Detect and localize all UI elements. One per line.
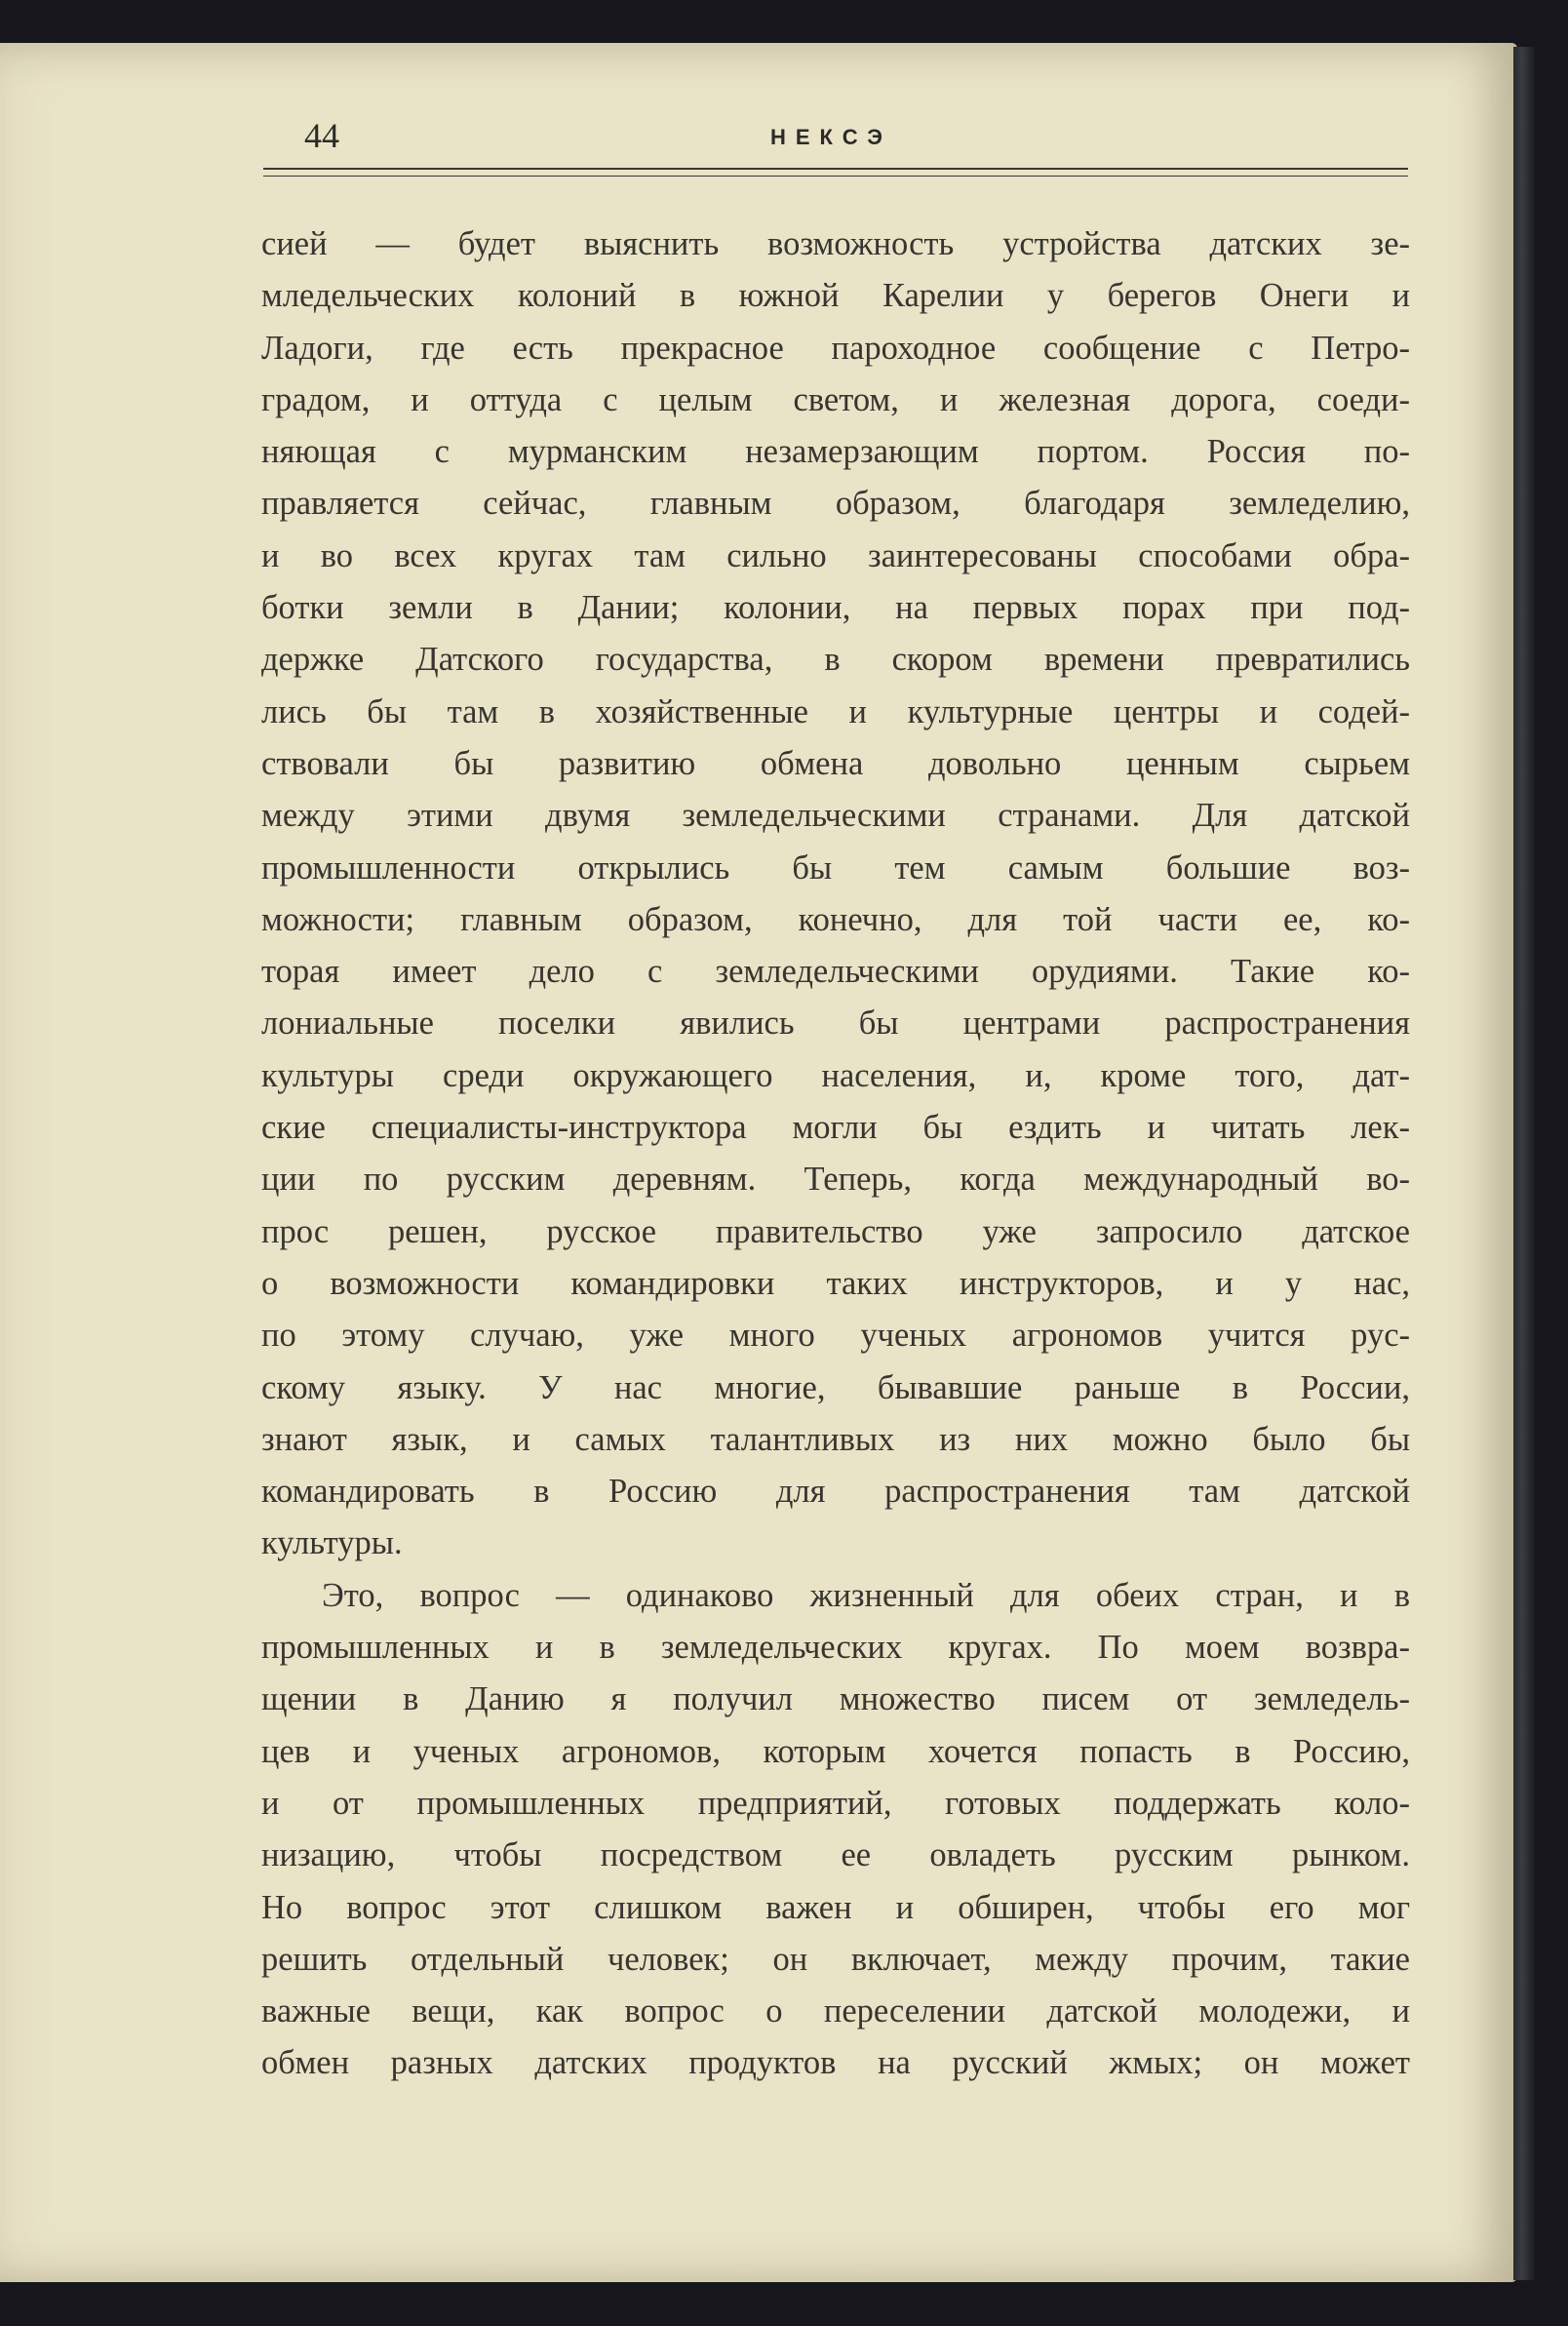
text-line: промышленности открылись бы тем самым большие воз- — [261, 848, 1410, 887]
text-line-paragraph-end: культуры. — [261, 1524, 403, 1562]
text-line: важные вещи, как вопрос о переселении датской молодежи, и — [261, 1992, 1410, 2030]
page-edge — [1513, 47, 1535, 2280]
header-rule-thin — [263, 176, 1408, 177]
text-line: лись бы там в хозяйственные и культурные центры и содей- — [261, 692, 1410, 730]
text-line: ствовали бы развитию обмена довольно ценным сырьем — [261, 744, 1410, 782]
text-line: лониальные поселки явились бы центрами распространения — [261, 1005, 1410, 1043]
text-line-paragraph-start: Это, вопрос — одинаково жизненный для обеих стран, и в — [322, 1576, 1410, 1614]
text-line: промышленных и в земледельческих кругах. По моем возвра- — [261, 1629, 1410, 1667]
text-line: скому языку. У нас многие, бывавшие раньше в России, — [261, 1368, 1410, 1406]
text-line: щении в Данию я получил множество писем от земледель- — [261, 1680, 1410, 1718]
header-rule — [263, 168, 1408, 170]
text-line: низацию, чтобы посредством ее овладеть русским рынком. — [261, 1836, 1410, 1874]
page-header — [263, 107, 1408, 166]
text-line: Ладоги, где есть прекрасное пароходное сообщение с Петро- — [261, 329, 1410, 367]
text-line: решить отдельный человек; он включает, между прочим, такие — [261, 1940, 1410, 1978]
text-line: правляется сейчас, главным образом, благодаря земледелию, — [261, 485, 1410, 523]
text-line: держке Датского государства, в скором времени превратились — [261, 641, 1410, 679]
text-line: сией — будет выяснить возможность устройства датских зе- — [261, 225, 1410, 262]
text-line: командировать в Россию для распространения там датской — [261, 1473, 1410, 1511]
text-line: прос решен, русское правительство уже запросило датское — [261, 1212, 1410, 1250]
text-line: и во всех кругах там сильно заинтересованы способами обра- — [261, 536, 1410, 574]
text-line: о возможности командировки таких инструкторов, и у нас, — [261, 1264, 1410, 1302]
text-line: культуры среди окружающего населения, и, кроме того, дат- — [261, 1056, 1410, 1094]
body-text — [261, 218, 1410, 2090]
text-line: и от промышленных предприятий, готовых поддержать коло- — [261, 1784, 1410, 1822]
text-line: по этому случаю, уже много ученых агрономов учится рус- — [261, 1317, 1410, 1355]
text-line: ции по русским деревням. Теперь, когда международный во- — [261, 1161, 1410, 1199]
text-line: знают язык, и самых талантливых из них можно было бы — [261, 1420, 1410, 1458]
text-line: ские специалисты-инструктора могли бы ездить и читать лек- — [261, 1109, 1410, 1147]
text-line: Но вопрос этот слишком важен и обширен, чтобы его мог — [261, 1888, 1410, 1926]
text-line: между этими двумя земледельческими странами. Для датской — [261, 797, 1410, 835]
text-line: няющая с мурманским незамерзающим портом. Россия по- — [261, 433, 1410, 471]
text-line: ботки земли в Дании; колонии, на первых порах при под- — [261, 589, 1410, 627]
text-line: обмен разных датских продуктов на русский жмых; он может — [261, 2044, 1410, 2082]
text-line: цев и ученых агрономов, которым хочется попасть в Россию, — [261, 1732, 1410, 1770]
text-line: торая имеет дело с земледельческими орудиями. Такие ко- — [261, 953, 1410, 991]
page-number: 44 — [304, 116, 339, 155]
text-line: градом, и оттуда с целым светом, и железная дорога, соеди- — [261, 380, 1410, 418]
text-line: мледельческих колоний в южной Карелии у берегов Онеги и — [261, 277, 1410, 315]
text-line: можности; главным образом, конечно, для той части ее, ко- — [261, 900, 1410, 938]
running-head: НЕКСЭ — [770, 125, 892, 149]
